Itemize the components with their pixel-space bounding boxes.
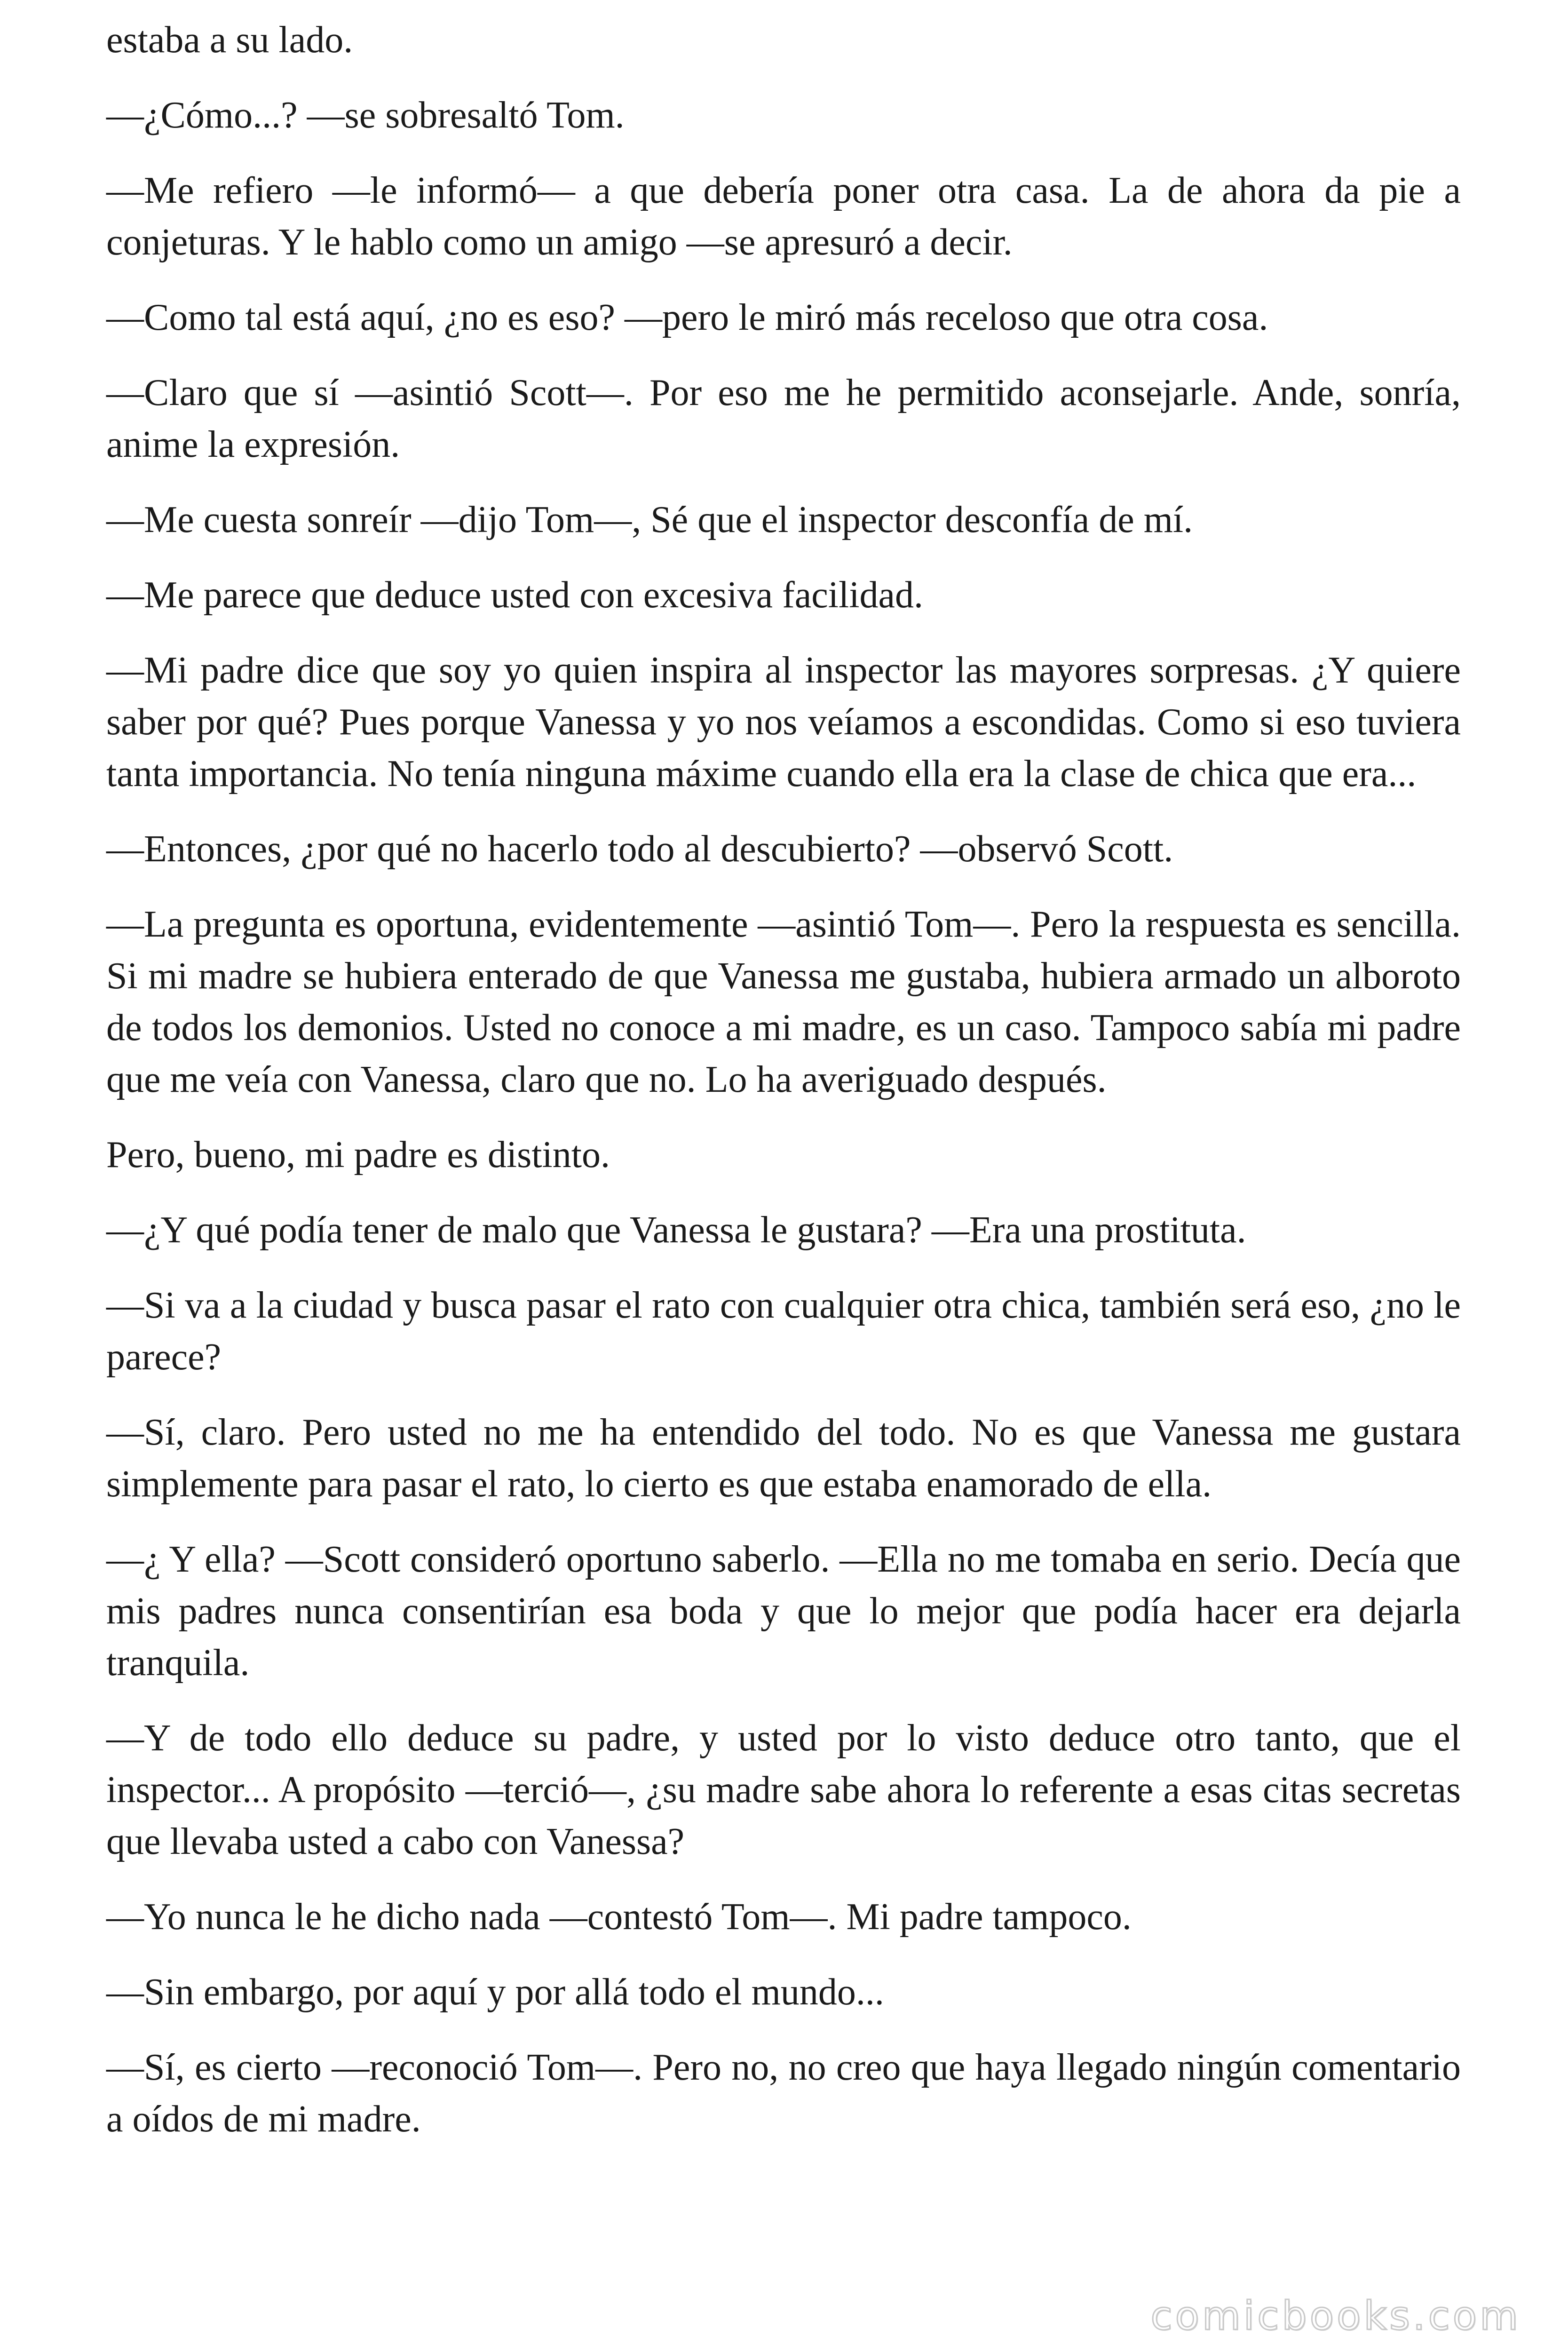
paragraph-3: —Me refiero —le informó— a que debería poner otra casa. La de ahora da pie a conjeturas. Y le hablo como un amigo —se apresuró a decir.: [106, 170, 1461, 263]
paragraph-2: —¿Cómo...? —se sobresaltó Tom.: [106, 95, 625, 136]
paragraph-12: —¿Y qué podía tener de malo que Vanessa le gustara? —Era una prostituta.: [106, 1209, 1246, 1251]
paragraph-10: —La pregunta es oportuna, evidentemente —asintió Tom—. Pero la respuesta es sencilla. Si mi madre se hubiera enterado de que Vanessa me gustaba, hubiera armado un alboroto de todos los demonios. Usted no conoce a mi madre, es un caso. Tampoco sabía mi padre que me veía con Vanessa, claro que no. Lo ha averiguado después.: [106, 904, 1461, 1100]
paragraph-8: —Mi padre dice que soy yo quien inspira al inspector las mayores sorpresas. ¿Y quiere saber por qué? Pues porque Vanessa y yo nos veíamos a escondidas. Como si eso tuviera tanta importancia. No tenía ninguna máxime cuando ella era la clase de chica que era...: [106, 650, 1461, 795]
paragraph-14: —Sí, claro. Pero usted no me ha entendido del todo. No es que Vanessa me gustara simplemente para pasar el rato, lo cierto es que estaba enamorado de ella.: [106, 1412, 1461, 1505]
paragraph-6: —Me cuesta sonreír —dijo Tom—, Sé que el inspector desconfía de mí.: [106, 499, 1193, 540]
paragraph-17: —Yo nunca le he dicho nada —contestó Tom—. Mi padre tampoco.: [106, 1896, 1132, 1938]
paragraph-7: —Me parece que deduce usted con excesiva facilidad.: [106, 574, 923, 616]
document-page: [106, 14, 1461, 2169]
paragraph-1: estaba a su lado.: [106, 19, 353, 61]
paragraph-11: Pero, bueno, mi padre es distinto.: [106, 1134, 610, 1176]
paragraph-18: —Sin embargo, por aquí y por allá todo el mundo...: [106, 1971, 884, 2013]
paragraph-4: —Como tal está aquí, ¿no es eso? —pero le miró más receloso que otra cosa.: [106, 297, 1268, 338]
paragraph-5: —Claro que sí —asintió Scott—. Por eso me he permitido aconsejarle. Ande, sonría, anime la expresión.: [106, 372, 1461, 465]
paragraph-13: —Si va a la ciudad y busca pasar el rato con cualquier otra chica, también será eso, ¿no le parece?: [106, 1285, 1461, 1378]
paragraph-15: —¿ Y ella? —Scott consideró oportuno saberlo. —Ella no me tomaba en serio. Decía que mis padres nunca consentirían esa boda y que lo mejor que podía hacer era dejarla tranquila.: [106, 1539, 1461, 1684]
paragraph-9: —Entonces, ¿por qué no hacerlo todo al descubierto? —observó Scott.: [106, 828, 1173, 870]
paragraph-16: —Y de todo ello deduce su padre, y usted por lo visto deduce otro tanto, que el inspector... A propósito —terció—, ¿su madre sabe ahora lo referente a esas citas secretas que llevaba usted a cabo con Vanessa?: [106, 1717, 1461, 1862]
paragraph-19: —Sí, es cierto —reconoció Tom—. Pero no, no creo que haya llegado ningún comentario a oídos de mi madre.: [106, 2047, 1461, 2140]
watermark: comicbooks.com: [1150, 2293, 1521, 2339]
